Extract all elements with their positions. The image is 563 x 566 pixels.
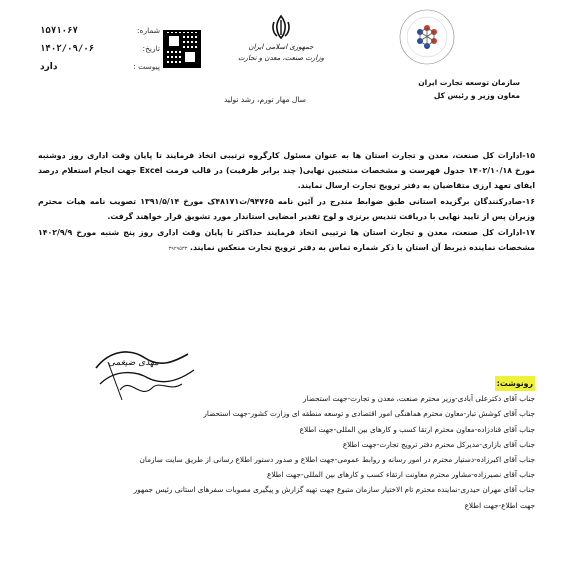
letter-attachment-row — [40, 58, 160, 76]
organization-name — [410, 76, 520, 102]
qr-code-icon — [163, 30, 201, 68]
year-slogan: سال مهار تورم، رشد تولید — [224, 95, 306, 104]
letter-number-row — [40, 22, 160, 40]
iran-emblem-icon — [268, 14, 294, 40]
paragraph-17-text: ۱۷-ادارات کل صنعت، معدن و تجارت استان ها ترتیبی اتخاذ فرمایند حداکثر تا پایان وقت اداری روز پنج شنبه مورخ ۱۴۰۲/۹/۹ مشخصات نماینده ذیربط آن استان با ذکر شماره تماس به دفتر ترویج تجارت منعکس نمایند. — [38, 228, 535, 252]
letter-date-value: ۱۴۰۲/۰۹/۰۶ — [40, 44, 95, 54]
copies-item: جهت اطلاع-جهت اطلاع — [464, 500, 535, 510]
tpo-logo-icon — [398, 8, 456, 66]
paragraph-16: ۱۶-صادرکنندگان برگزیده استانی طبق ضوابط مندرج در آئین نامه ۹۴۷۶۵/ت۴۸۱۷۱ک مورخ ۱۳۹۱/۵/۱۴ تصویب نامه هیات محترم وزیران پس از تایید نهایی با دریافت تندیس برنزی و لوح تقدیر امضایی استاندار مورد تشویق قرار خواهند گرفت. — [38, 197, 535, 221]
copies-item: جناب آقای کوشش تبار-معاون محترم هماهنگی امور اقتصادی و توسعه منطقه ای وزارت کشور-جهت استحضار — [203, 409, 535, 419]
signatory-name: مهدی ضیغمی — [108, 358, 160, 368]
copies-list — [38, 376, 535, 513]
ministry-line-1: جمهوری اسلامی ایران — [248, 43, 314, 51]
copies-item: جناب آقای اکبرزاده-دستیار محترم در امور رسانه و روابط عمومی-جهت اطلاع و صدور دستور اطلاع رسانی از طریق سایت سازمان — [139, 455, 535, 465]
letter-number-value: ۱۵۷۱۰۶۷ — [40, 26, 78, 36]
reference-code: ۳۹۲۹۵۳۳ — [168, 246, 188, 252]
organization-line-2: معاون وزیر و رئیس کل — [433, 91, 520, 100]
copies-title: رونوشت: — [495, 376, 535, 391]
paragraph-15: ۱۵-ادارات کل صنعت، معدن و تجارت استان ها به عنوان مسئول کارگروه ترتیبی اتخاذ فرمایند تا پایان وقت اداری روز دوشنبه مورخ ۱۴۰۲/۱۰/۱۸ جدول فهرست و مشخصات منتخبین نهایی( چند برابر ظرفیت) در قالب فرمت Excel جهت انجام استعلام درصد ایفای تعهد ارزی متقاضیان به دفتر ترویج تجارت ارسال نمایند. — [38, 151, 535, 190]
organization-line-1: سازمان توسعه تجارت ایران — [418, 78, 520, 87]
letter-attachment-label: پیوست : — [133, 62, 160, 71]
paragraph-17 — [38, 225, 535, 257]
letter-body — [38, 148, 535, 258]
letter-number-label: شماره: — [137, 26, 160, 35]
letter-metadata — [40, 22, 160, 76]
letter-date-label: تاریخ: — [142, 44, 160, 53]
copies-item: جناب آقای بازاری-مدیرکل محترم دفتر ترویج تجارت-جهت اطلاع — [342, 439, 535, 449]
copies-item: جناب آقای قنادزاده-معاون محترم ارتقا کسب و کارهای بین المللی-جهت اطلاع — [299, 424, 535, 434]
letter-attachment-value: دارد — [40, 62, 58, 72]
letter-date-row — [40, 40, 160, 58]
copies-item: جناب آقای دکترعلی آبادی-وزیر محترم صنعت، معدن و تجارت-جهت استحضار — [302, 394, 535, 404]
ministry-name — [236, 42, 326, 64]
copies-item: جناب آقای مهران حیدری-نماینده محترم تام الاختیار سازمان متبوع جهت تهیه گزارش و پیگیری مصوبات سفرهای استانی رئیس جمهور — [133, 485, 535, 495]
ministry-line-2: وزارت صنعت، معدن و تجارت — [237, 54, 325, 62]
copies-item: جناب آقای نصیرزاده-مشاور محترم معاونت ارتقاء کسب و کارهای بین المللی-جهت اطلاع — [266, 470, 535, 480]
